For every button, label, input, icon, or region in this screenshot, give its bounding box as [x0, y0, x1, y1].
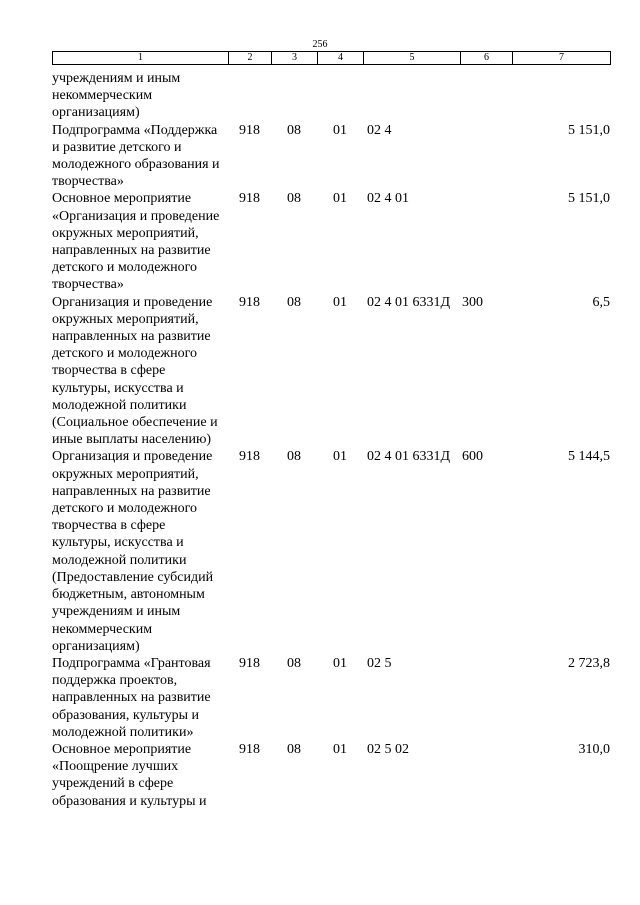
- row-subsection: [317, 70, 363, 122]
- row-target-article: 02 4 01: [367, 191, 409, 207]
- row-target-article: 02 4 01 6331Д: [367, 449, 451, 465]
- row-target-article: 02 4: [367, 122, 392, 138]
- header-col-2: 2: [229, 52, 272, 65]
- table-row: [52, 655, 610, 741]
- row-expense-type: 300: [462, 294, 483, 310]
- budget-table: [52, 70, 610, 810]
- row-section: 08: [287, 741, 301, 757]
- row-admin-code: 918: [239, 449, 260, 465]
- row-expense-type: 600: [462, 449, 483, 465]
- table-row: [52, 122, 610, 191]
- row-amount: 2 723,8: [568, 655, 610, 671]
- row-subsection: 01: [333, 122, 347, 138]
- row-expense-type: [460, 741, 512, 810]
- row-subsection: 01: [333, 294, 347, 310]
- row-amount: 5 151,0: [568, 191, 610, 207]
- row-expense-type: [460, 122, 512, 191]
- row-name: Организация и проведение окружных мероприятий, направленных на развитие детского и молодежного творчества в сфере культуры, искусства и молодежной политики (Социальное обеспечение и иные выплаты населению): [52, 294, 218, 448]
- row-section: 08: [287, 191, 301, 207]
- row-admin-code: 918: [239, 655, 260, 671]
- row-section: [271, 70, 317, 122]
- column-number-header: [52, 51, 611, 65]
- row-target-article: 02 5 02: [367, 741, 409, 757]
- row-section: 08: [287, 449, 301, 465]
- row-target-article: 02 4 01 6331Д: [367, 294, 451, 310]
- row-expense-type: [460, 190, 512, 293]
- row-admin-code: 918: [239, 741, 260, 757]
- row-amount: 5 144,5: [568, 449, 610, 465]
- table-row: [52, 741, 610, 810]
- header-col-4: 4: [318, 52, 364, 65]
- table-row: [52, 294, 610, 449]
- row-subsection: 01: [333, 655, 347, 671]
- row-target-article: 02 5: [367, 655, 392, 671]
- header-col-7: 7: [513, 52, 611, 65]
- header-col-1: 1: [53, 52, 229, 65]
- row-subsection: 01: [333, 449, 347, 465]
- row-admin-code: 918: [239, 191, 260, 207]
- row-admin-code: [228, 70, 271, 122]
- row-section: 08: [287, 122, 301, 138]
- row-name: Основное мероприятие «Поощрение лучших учреждений в сфере образования и культуры и: [52, 741, 207, 809]
- row-subsection: 01: [333, 191, 347, 207]
- row-subsection: 01: [333, 741, 347, 757]
- page-number: 256: [312, 39, 328, 50]
- row-target-article: [363, 70, 460, 122]
- row-expense-type: [460, 655, 512, 741]
- table-row: [52, 448, 610, 654]
- row-expense-type: [460, 70, 512, 122]
- row-name: Основное мероприятие «Организация и проведение окружных мероприятий, направленных на развитие детского и молодежного творчества»: [52, 191, 220, 293]
- header-col-3: 3: [272, 52, 318, 65]
- header-col-5: 5: [364, 52, 461, 65]
- header-col-6: 6: [461, 52, 513, 65]
- row-amount: 6,5: [592, 294, 610, 310]
- row-amount: 5 151,0: [568, 122, 610, 138]
- table-row: [52, 190, 610, 293]
- row-admin-code: 918: [239, 122, 260, 138]
- row-section: 08: [287, 655, 301, 671]
- row-section: 08: [287, 294, 301, 310]
- table-row: [52, 70, 610, 122]
- row-name: Подпрограмма «Грантовая поддержка проектов, направленных на развитие образования, культуры и молодежной политики»: [52, 655, 211, 740]
- row-admin-code: 918: [239, 294, 260, 310]
- row-amount: [512, 70, 610, 122]
- row-name: Подпрограмма «Поддержка и развитие детского и молодежного образования и творчества»: [52, 122, 220, 190]
- row-name: Организация и проведение окружных мероприятий, направленных на развитие детского и молодежного творчества в сфере культуры, искусства и молодежной политики (Предоставление субсидий бюджетным, автономным учреждениям и иным некоммерческим организациям): [52, 449, 214, 654]
- row-name: учреждениям и иным некоммерческим организациям): [52, 71, 181, 121]
- row-amount: 310,0: [578, 741, 610, 757]
